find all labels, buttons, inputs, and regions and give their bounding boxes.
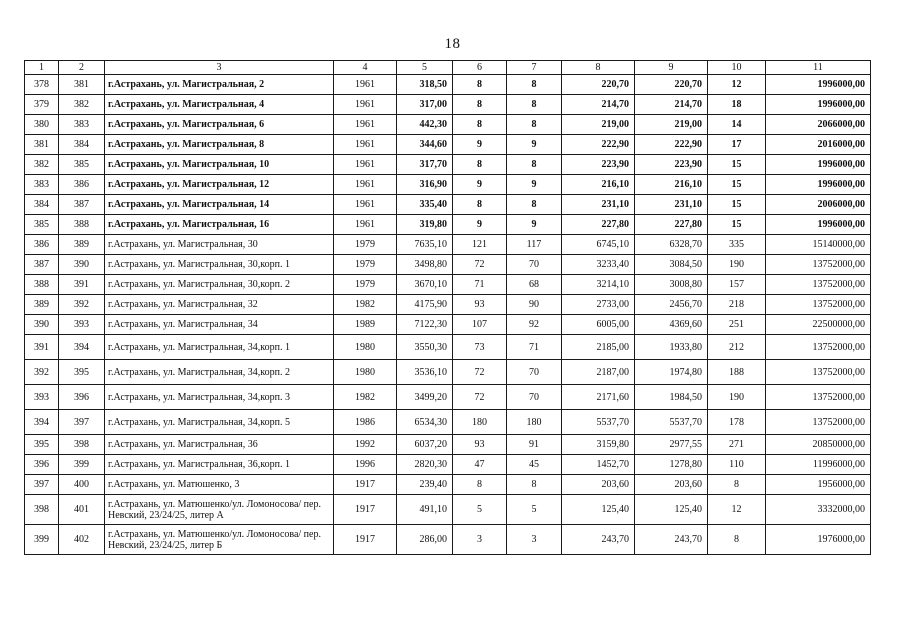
cell-col-2: 381 (59, 75, 105, 95)
table-row (25, 360, 871, 385)
cell-col-11: 1996000,00 (766, 75, 871, 95)
cell-col-5: 3499,20 (397, 385, 453, 410)
cell-col-6: 8 (453, 475, 507, 495)
cell-col-5: 319,80 (397, 215, 453, 235)
cell-col-2: 396 (59, 385, 105, 410)
cell-col-8: 2733,00 (562, 295, 635, 315)
cell-col-2: 398 (59, 435, 105, 455)
cell-col-10: 8 (708, 525, 766, 555)
cell-col-11: 13752000,00 (766, 410, 871, 435)
cell-col-9: 223,90 (635, 155, 708, 175)
cell-col-7: 70 (507, 255, 562, 275)
cell-col-6: 107 (453, 315, 507, 335)
cell-col-1: 381 (25, 135, 59, 155)
table-row (25, 95, 871, 115)
cell-col-3: г.Астрахань, ул. Матюшенко/ул. Ломоносова/ пер. Невский, 23/24/25, литер Б (105, 525, 334, 555)
cell-col-2: 383 (59, 115, 105, 135)
cell-col-5: 318,50 (397, 75, 453, 95)
cell-col-7: 8 (507, 475, 562, 495)
table-row (25, 385, 871, 410)
table-row (25, 255, 871, 275)
cell-col-6: 8 (453, 195, 507, 215)
cell-col-11: 1996000,00 (766, 155, 871, 175)
cell-col-4: 1961 (334, 195, 397, 215)
cell-col-5: 6037,20 (397, 435, 453, 455)
table-row (25, 155, 871, 175)
cell-col-11: 1956000,00 (766, 475, 871, 495)
cell-col-11: 13752000,00 (766, 360, 871, 385)
cell-col-10: 12 (708, 495, 766, 525)
cell-col-9: 4369,60 (635, 315, 708, 335)
page-number: 18 (444, 36, 461, 52)
cell-col-3: г.Астрахань, ул. Магистральная, 12 (105, 175, 334, 195)
cell-col-1: 399 (25, 525, 59, 555)
cell-col-1: 396 (25, 455, 59, 475)
cell-col-2: 393 (59, 315, 105, 335)
table-row (25, 195, 871, 215)
table-row (25, 410, 871, 435)
column-header-11: 11 (766, 61, 871, 75)
cell-col-5: 239,40 (397, 475, 453, 495)
cell-col-7: 8 (507, 115, 562, 135)
cell-col-6: 93 (453, 435, 507, 455)
cell-col-10: 335 (708, 235, 766, 255)
cell-col-9: 1933,80 (635, 335, 708, 360)
cell-col-7: 91 (507, 435, 562, 455)
cell-col-8: 125,40 (562, 495, 635, 525)
cell-col-1: 394 (25, 410, 59, 435)
cell-col-3: г.Астрахань, ул. Магистральная, 34,корп. 5 (105, 410, 334, 435)
cell-col-3: г.Астрахань, ул. Магистральная, 34 (105, 315, 334, 335)
cell-col-10: 14 (708, 115, 766, 135)
cell-col-11: 13752000,00 (766, 385, 871, 410)
cell-col-4: 1979 (334, 235, 397, 255)
column-header-10: 10 (708, 61, 766, 75)
cell-col-9: 3008,80 (635, 275, 708, 295)
cell-col-8: 6005,00 (562, 315, 635, 335)
cell-col-7: 90 (507, 295, 562, 315)
cell-col-6: 93 (453, 295, 507, 315)
cell-col-11: 13752000,00 (766, 255, 871, 275)
table-row (25, 235, 871, 255)
cell-col-8: 3233,40 (562, 255, 635, 275)
cell-col-7: 8 (507, 155, 562, 175)
cell-col-3: г.Астрахань, ул. Матюшенко, 3 (105, 475, 334, 495)
cell-col-2: 386 (59, 175, 105, 195)
cell-col-9: 3084,50 (635, 255, 708, 275)
cell-col-3: г.Астрахань, ул. Магистральная, 30,корп. 2 (105, 275, 334, 295)
cell-col-10: 178 (708, 410, 766, 435)
cell-col-2: 401 (59, 495, 105, 525)
cell-col-6: 8 (453, 115, 507, 135)
table-row (25, 315, 871, 335)
cell-col-10: 251 (708, 315, 766, 335)
cell-col-6: 9 (453, 135, 507, 155)
cell-col-6: 71 (453, 275, 507, 295)
cell-col-1: 386 (25, 235, 59, 255)
cell-col-4: 1961 (334, 215, 397, 235)
table-row (25, 335, 871, 360)
cell-col-4: 1961 (334, 75, 397, 95)
cell-col-7: 3 (507, 525, 562, 555)
cell-col-10: 15 (708, 195, 766, 215)
table-row (25, 525, 871, 555)
cell-col-9: 231,10 (635, 195, 708, 215)
cell-col-9: 216,10 (635, 175, 708, 195)
cell-col-10: 15 (708, 175, 766, 195)
cell-col-7: 117 (507, 235, 562, 255)
cell-col-9: 220,70 (635, 75, 708, 95)
cell-col-8: 223,90 (562, 155, 635, 175)
cell-col-10: 157 (708, 275, 766, 295)
cell-col-9: 1278,80 (635, 455, 708, 475)
cell-col-10: 15 (708, 215, 766, 235)
cell-col-4: 1917 (334, 475, 397, 495)
column-header-7: 7 (507, 61, 562, 75)
table-row (25, 175, 871, 195)
cell-col-3: г.Астрахань, ул. Магистральная, 34,корп. 1 (105, 335, 334, 360)
cell-col-1: 397 (25, 475, 59, 495)
cell-col-7: 68 (507, 275, 562, 295)
cell-col-8: 227,80 (562, 215, 635, 235)
cell-col-4: 1980 (334, 335, 397, 360)
cell-col-5: 7122,30 (397, 315, 453, 335)
cell-col-2: 389 (59, 235, 105, 255)
cell-col-9: 214,70 (635, 95, 708, 115)
cell-col-2: 388 (59, 215, 105, 235)
cell-col-5: 316,90 (397, 175, 453, 195)
table-row (25, 475, 871, 495)
cell-col-5: 4175,90 (397, 295, 453, 315)
cell-col-1: 379 (25, 95, 59, 115)
header-row (25, 61, 871, 75)
cell-col-8: 5537,70 (562, 410, 635, 435)
table-body (25, 75, 871, 555)
cell-col-8: 231,10 (562, 195, 635, 215)
cell-col-4: 1996 (334, 455, 397, 475)
cell-col-2: 395 (59, 360, 105, 385)
cell-col-9: 1984,50 (635, 385, 708, 410)
cell-col-6: 72 (453, 385, 507, 410)
cell-col-11: 1996000,00 (766, 215, 871, 235)
cell-col-11: 3332000,00 (766, 495, 871, 525)
cell-col-4: 1982 (334, 295, 397, 315)
cell-col-3: г.Астрахань, ул. Магистральная, 2 (105, 75, 334, 95)
cell-col-6: 180 (453, 410, 507, 435)
cell-col-2: 402 (59, 525, 105, 555)
cell-col-2: 394 (59, 335, 105, 360)
cell-col-7: 5 (507, 495, 562, 525)
cell-col-3: г.Астрахань, ул. Магистральная, 32 (105, 295, 334, 315)
cell-col-8: 2187,00 (562, 360, 635, 385)
cell-col-3: г.Астрахань, ул. Магистральная, 30,корп. 1 (105, 255, 334, 275)
cell-col-11: 1996000,00 (766, 175, 871, 195)
cell-col-5: 286,00 (397, 525, 453, 555)
housing-registry-table (24, 60, 871, 555)
cell-col-9: 2456,70 (635, 295, 708, 315)
cell-col-7: 71 (507, 335, 562, 360)
cell-col-5: 3498,80 (397, 255, 453, 275)
cell-col-3: г.Астрахань, ул. Магистральная, 34,корп. 3 (105, 385, 334, 410)
cell-col-8: 6745,10 (562, 235, 635, 255)
cell-col-1: 382 (25, 155, 59, 175)
cell-col-8: 216,10 (562, 175, 635, 195)
cell-col-4: 1961 (334, 135, 397, 155)
cell-col-2: 392 (59, 295, 105, 315)
cell-col-8: 1452,70 (562, 455, 635, 475)
cell-col-1: 393 (25, 385, 59, 410)
cell-col-6: 3 (453, 525, 507, 555)
cell-col-9: 219,00 (635, 115, 708, 135)
cell-col-11: 13752000,00 (766, 335, 871, 360)
cell-col-3: г.Астрахань, ул. Магистральная, 30 (105, 235, 334, 255)
cell-col-4: 1917 (334, 495, 397, 525)
cell-col-9: 243,70 (635, 525, 708, 555)
cell-col-10: 17 (708, 135, 766, 155)
cell-col-1: 383 (25, 175, 59, 195)
cell-col-2: 400 (59, 475, 105, 495)
cell-col-1: 398 (25, 495, 59, 525)
cell-col-1: 384 (25, 195, 59, 215)
cell-col-8: 219,00 (562, 115, 635, 135)
cell-col-7: 92 (507, 315, 562, 335)
cell-col-1: 388 (25, 275, 59, 295)
cell-col-1: 385 (25, 215, 59, 235)
cell-col-10: 12 (708, 75, 766, 95)
cell-col-5: 344,60 (397, 135, 453, 155)
cell-col-10: 218 (708, 295, 766, 315)
cell-col-2: 385 (59, 155, 105, 175)
column-header-9: 9 (635, 61, 708, 75)
cell-col-2: 397 (59, 410, 105, 435)
cell-col-11: 2066000,00 (766, 115, 871, 135)
cell-col-7: 9 (507, 215, 562, 235)
cell-col-3: г.Астрахань, ул. Магистральная, 36 (105, 435, 334, 455)
cell-col-10: 8 (708, 475, 766, 495)
cell-col-5: 6534,30 (397, 410, 453, 435)
cell-col-6: 8 (453, 155, 507, 175)
cell-col-4: 1982 (334, 385, 397, 410)
cell-col-4: 1986 (334, 410, 397, 435)
cell-col-10: 188 (708, 360, 766, 385)
cell-col-8: 2185,00 (562, 335, 635, 360)
table-row (25, 75, 871, 95)
cell-col-11: 11996000,00 (766, 455, 871, 475)
cell-col-11: 2006000,00 (766, 195, 871, 215)
cell-col-3: г.Астрахань, ул. Магистральная, 8 (105, 135, 334, 155)
cell-col-11: 1976000,00 (766, 525, 871, 555)
cell-col-3: г.Астрахань, ул. Магистральная, 14 (105, 195, 334, 215)
cell-col-8: 2171,60 (562, 385, 635, 410)
cell-col-8: 3214,10 (562, 275, 635, 295)
cell-col-5: 317,70 (397, 155, 453, 175)
cell-col-5: 317,00 (397, 95, 453, 115)
cell-col-10: 110 (708, 455, 766, 475)
cell-col-9: 2977,55 (635, 435, 708, 455)
column-header-1: 1 (25, 61, 59, 75)
cell-col-1: 391 (25, 335, 59, 360)
table-row (25, 115, 871, 135)
cell-col-11: 2016000,00 (766, 135, 871, 155)
cell-col-4: 1961 (334, 95, 397, 115)
cell-col-7: 9 (507, 135, 562, 155)
table-row (25, 275, 871, 295)
cell-col-7: 180 (507, 410, 562, 435)
cell-col-7: 9 (507, 175, 562, 195)
cell-col-7: 8 (507, 95, 562, 115)
column-header-5: 5 (397, 61, 453, 75)
cell-col-9: 227,80 (635, 215, 708, 235)
cell-col-6: 121 (453, 235, 507, 255)
cell-col-2: 399 (59, 455, 105, 475)
cell-col-6: 9 (453, 175, 507, 195)
cell-col-5: 3550,30 (397, 335, 453, 360)
cell-col-11: 15140000,00 (766, 235, 871, 255)
cell-col-11: 22500000,00 (766, 315, 871, 335)
cell-col-9: 222,90 (635, 135, 708, 155)
cell-col-8: 3159,80 (562, 435, 635, 455)
cell-col-5: 335,40 (397, 195, 453, 215)
cell-col-6: 73 (453, 335, 507, 360)
table-row (25, 295, 871, 315)
cell-col-4: 1961 (334, 155, 397, 175)
cell-col-4: 1961 (334, 175, 397, 195)
cell-col-10: 212 (708, 335, 766, 360)
cell-col-9: 203,60 (635, 475, 708, 495)
cell-col-6: 72 (453, 255, 507, 275)
cell-col-2: 384 (59, 135, 105, 155)
cell-col-11: 13752000,00 (766, 275, 871, 295)
cell-col-4: 1979 (334, 255, 397, 275)
cell-col-4: 1979 (334, 275, 397, 295)
cell-col-10: 271 (708, 435, 766, 455)
cell-col-9: 125,40 (635, 495, 708, 525)
cell-col-10: 18 (708, 95, 766, 115)
cell-col-10: 190 (708, 385, 766, 410)
table-row (25, 215, 871, 235)
cell-col-11: 20850000,00 (766, 435, 871, 455)
cell-col-1: 387 (25, 255, 59, 275)
cell-col-7: 70 (507, 360, 562, 385)
table-row (25, 435, 871, 455)
cell-col-3: г.Астрахань, ул. Магистральная, 4 (105, 95, 334, 115)
cell-col-2: 391 (59, 275, 105, 295)
column-header-4: 4 (334, 61, 397, 75)
cell-col-5: 442,30 (397, 115, 453, 135)
cell-col-8: 214,70 (562, 95, 635, 115)
cell-col-6: 8 (453, 95, 507, 115)
cell-col-7: 70 (507, 385, 562, 410)
cell-col-1: 390 (25, 315, 59, 335)
column-header-3: 3 (105, 61, 334, 75)
cell-col-3: г.Астрахань, ул. Магистральная, 6 (105, 115, 334, 135)
cell-col-10: 190 (708, 255, 766, 275)
cell-col-3: г.Астрахань, ул. Магистральная, 36,корп. 1 (105, 455, 334, 475)
cell-col-1: 378 (25, 75, 59, 95)
cell-col-8: 243,70 (562, 525, 635, 555)
cell-col-4: 1917 (334, 525, 397, 555)
cell-col-2: 382 (59, 95, 105, 115)
cell-col-7: 8 (507, 75, 562, 95)
cell-col-1: 380 (25, 115, 59, 135)
cell-col-11: 1996000,00 (766, 95, 871, 115)
cell-col-3: г.Астрахань, ул. Магистральная, 10 (105, 155, 334, 175)
cell-col-11: 13752000,00 (766, 295, 871, 315)
cell-col-3: г.Астрахань, ул. Матюшенко/ул. Ломоносова/ пер. Невский, 23/24/25, литер А (105, 495, 334, 525)
cell-col-9: 1974,80 (635, 360, 708, 385)
cell-col-6: 72 (453, 360, 507, 385)
cell-col-3: г.Астрахань, ул. Магистральная, 16 (105, 215, 334, 235)
column-header-2: 2 (59, 61, 105, 75)
cell-col-5: 7635,10 (397, 235, 453, 255)
column-header-8: 8 (562, 61, 635, 75)
cell-col-10: 15 (708, 155, 766, 175)
cell-col-2: 390 (59, 255, 105, 275)
column-header-6: 6 (453, 61, 507, 75)
table-row (25, 135, 871, 155)
cell-col-6: 9 (453, 215, 507, 235)
cell-col-8: 203,60 (562, 475, 635, 495)
cell-col-1: 389 (25, 295, 59, 315)
cell-col-5: 2820,30 (397, 455, 453, 475)
cell-col-6: 47 (453, 455, 507, 475)
cell-col-2: 387 (59, 195, 105, 215)
cell-col-7: 45 (507, 455, 562, 475)
cell-col-9: 5537,70 (635, 410, 708, 435)
table-row (25, 455, 871, 475)
cell-col-1: 395 (25, 435, 59, 455)
cell-col-5: 491,10 (397, 495, 453, 525)
cell-col-4: 1989 (334, 315, 397, 335)
cell-col-1: 392 (25, 360, 59, 385)
cell-col-8: 222,90 (562, 135, 635, 155)
cell-col-6: 8 (453, 75, 507, 95)
cell-col-7: 8 (507, 195, 562, 215)
cell-col-4: 1961 (334, 115, 397, 135)
cell-col-5: 3536,10 (397, 360, 453, 385)
cell-col-6: 5 (453, 495, 507, 525)
cell-col-9: 6328,70 (635, 235, 708, 255)
table-row (25, 495, 871, 525)
cell-col-4: 1980 (334, 360, 397, 385)
cell-col-8: 220,70 (562, 75, 635, 95)
cell-col-5: 3670,10 (397, 275, 453, 295)
cell-col-4: 1992 (334, 435, 397, 455)
cell-col-3: г.Астрахань, ул. Магистральная, 34,корп. 2 (105, 360, 334, 385)
